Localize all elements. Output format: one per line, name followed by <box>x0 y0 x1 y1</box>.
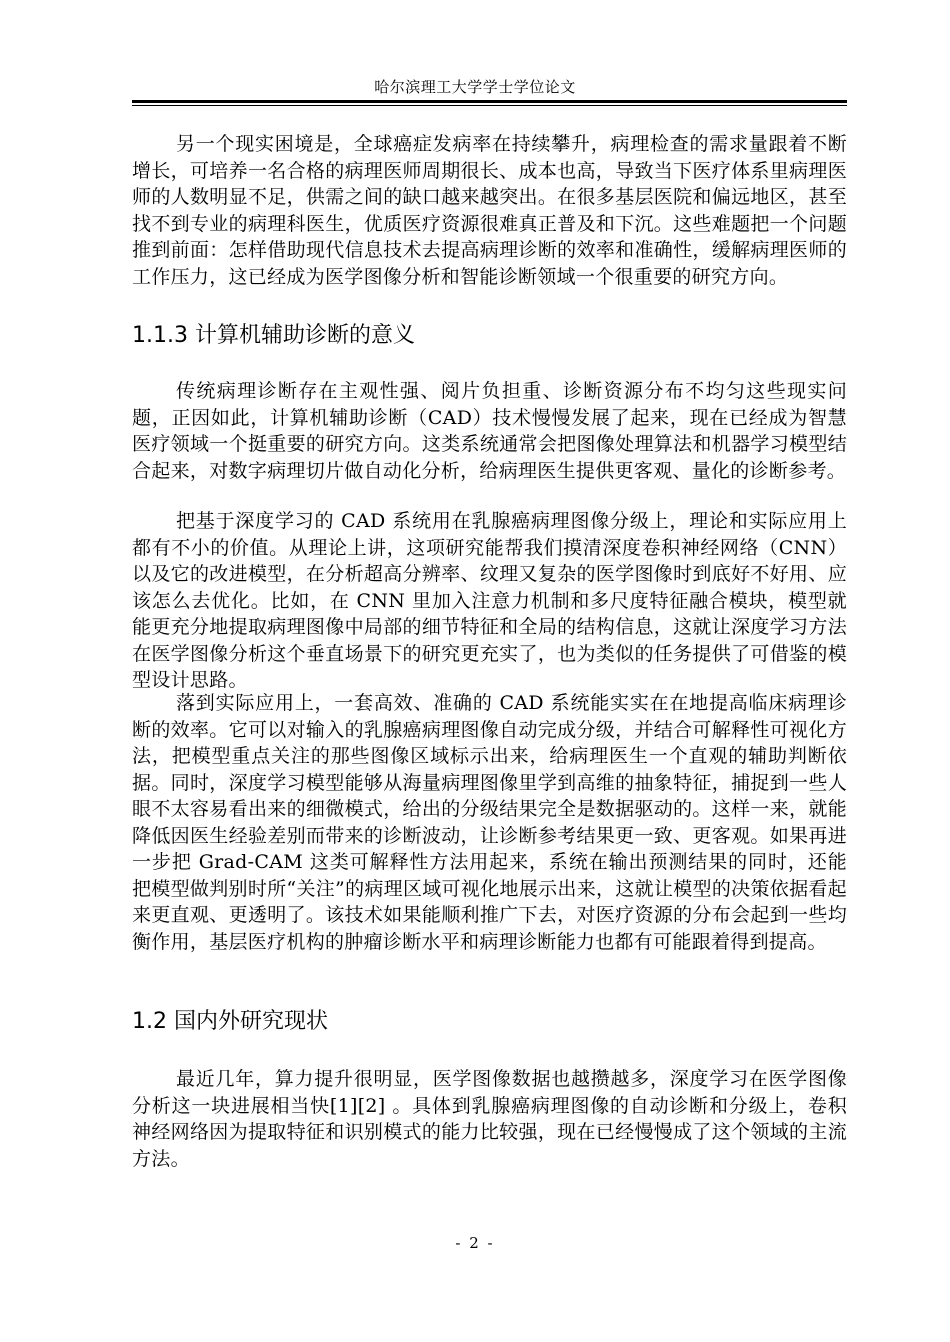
paragraph: 传统病理诊断存在主观性强、阅片负担重、诊断资源分布不均匀这些现实问题，正因如此，计算机辅助诊断（CAD）技术慢慢发展了起来，现在已经成为智慧医疗领域一个挺重要的研究方向。这类系统通常会把图像处理算法和机器学习模型结合起来，对数字病理切片做自动化分析，给病理医生提供更客观、量化的诊断参考。 <box>132 380 847 482</box>
paragraph: 落到实际应用上，一套高效、准确的 CAD 系统能实实在在地提高临床病理诊断的效率。它可以对输入的乳腺癌病理图像自动完成分级，并结合可解释性可视化方法，把模型重点关注的那些图像区域标示出来，给病理医生一个直观的辅助判断依据。同时，深度学习模型能够从海量病理图像里学到高维的抽象特征，捕捉到一些人眼不太容易看出来的细微模式，给出的分级结果完全是数据驱动的。这样一来，就能降低因医生经验差别而带来的诊断波动，让诊断参考结果更一致、更客观。如果再进一步把 Grad-CAM 这类可解释性方法用起来，系统在输出预测结果的同时，还能把模型做判别时所“关注”的病理区域可视化地展示出来，这就让模型的决策依据看起来更直观、更透明了。该技术如果能顺利推广下去，对医疗资源的分布会起到一些均衡作用，基层医疗机构的肿瘤诊断水平和病理诊断能力也都有可能跟着得到提高。 <box>132 692 847 953</box>
header-rule-thick <box>132 100 847 103</box>
paragraph-3-block <box>132 508 847 694</box>
section-heading-1-1-3-block <box>132 321 847 351</box>
page-number: - 2 - <box>455 1234 495 1252</box>
section-heading-1-2-block <box>132 1007 847 1037</box>
paragraph-4-block <box>132 690 847 955</box>
running-header: 哈尔滨理工大学学士学位论文 <box>374 78 576 96</box>
header-rule-thin <box>132 105 847 106</box>
paragraph-5-block <box>132 1066 847 1172</box>
section-heading: 1.1.3 计算机辅助诊断的意义 <box>132 323 415 348</box>
paragraph: 最近几年，算力提升很明显，医学图像数据也越攒越多，深度学习在医学图像分析这一块进展相当快[1][2] 。具体到乳腺癌病理图像的自动诊断和分级上，卷积神经网络因为提取特征和识别模式的能力比较强，现在已经慢慢成了这个领域的主流方法。 <box>132 1068 847 1170</box>
paragraph: 把基于深度学习的 CAD 系统用在乳腺癌病理图像分级上，理论和实际应用上都有不小的价值。从理论上讲，这项研究能帮我们摸清深度卷积神经网络（CNN）以及它的改进模型，在分析超高分辨率、纹理又复杂的医学图像时到底好不好用、应该怎么去优化。比如，在 CNN 里加入注意力机制和多尺度特征融合模块，模型就能更充分地提取病理图像中局部的细节特征和全局的结构信息，这就让深度学习方法在医学图像分析这个垂直场景下的研究更充实了，也为类似的任务提供了可借鉴的模型设计思路。 <box>132 510 847 691</box>
section-heading: 1.2 国内外研究现状 <box>132 1009 328 1034</box>
paragraph-2-block <box>132 378 847 484</box>
paragraph-1-block <box>132 131 847 290</box>
paragraph: 另一个现实困境是，全球癌症发病率在持续攀升，病理检查的需求量跟着不断增长，可培养一名合格的病理医师周期很长、成本也高，导致当下医疗体系里病理医师的人数明显不足，供需之间的缺口越来越突出。在很多基层医院和偏远地区，甚至找不到专业的病理科医生，优质医疗资源很难真正普及和下沉。这些难题把一个问题推到前面：怎样借助现代信息技术去提高病理诊断的效率和准确性，缓解病理医师的工作压力，这已经成为医学图像分析和智能诊断领域一个很重要的研究方向。 <box>132 133 847 288</box>
